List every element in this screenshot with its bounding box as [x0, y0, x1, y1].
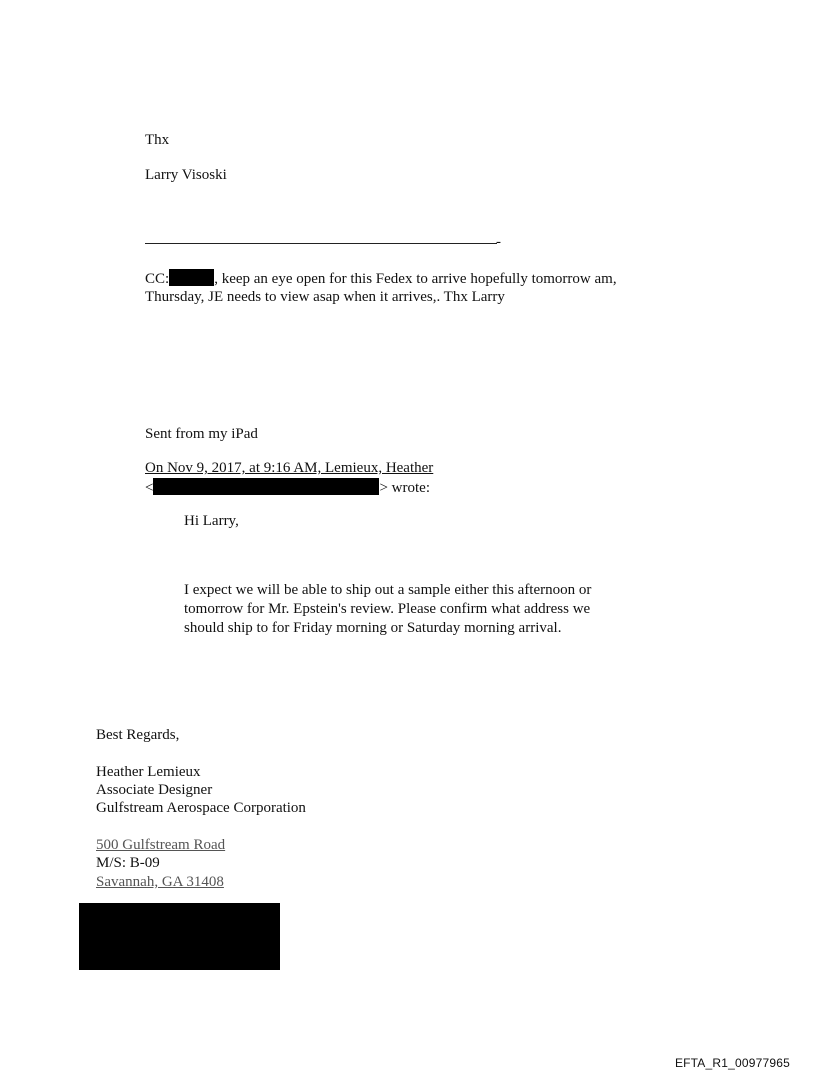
- signature-title: Associate Designer: [96, 782, 213, 798]
- wrote-text: > wrote:: [379, 480, 430, 496]
- redaction-cc: [169, 269, 214, 286]
- separator-line: [145, 243, 497, 244]
- cc-line-2: Thursday, JE needs to view asap when it arrives,. Thx Larry: [145, 289, 505, 305]
- separator-tail: -: [496, 234, 501, 250]
- sender-name: Larry Visoski: [145, 167, 227, 183]
- document-id: EFTA_R1_00977965: [674, 1056, 790, 1070]
- quoted-paragraph-line-2: tomorrow for Mr. Epstein's review. Please confirm what address we: [184, 601, 591, 617]
- cc-label: CC:: [145, 271, 170, 287]
- cc-line-1: [145, 269, 617, 288]
- quoted-date-line: On Nov 9, 2017, at 9:16 AM, Lemieux, Heather: [145, 460, 434, 476]
- email-open-bracket: <: [145, 480, 154, 496]
- signature-closing: Best Regards,: [96, 727, 180, 743]
- quoted-greeting: Hi Larry,: [184, 513, 239, 529]
- cc-text: , keep an eye open for this Fedex to arrive hopefully tomorrow am,: [214, 271, 617, 287]
- signature-company: Gulfstream Aerospace Corporation: [96, 800, 306, 816]
- quoted-paragraph-line-3: should ship to for Friday morning or Saturday morning arrival.: [184, 620, 562, 636]
- address-mailstop: M/S: B-09: [96, 855, 160, 871]
- address-street-link[interactable]: 500 Gulfstream Road: [96, 837, 226, 853]
- thanks-text: Thx: [145, 132, 170, 148]
- signature-name: Heather Lemieux: [96, 764, 201, 780]
- sent-from-text: Sent from my iPad: [145, 426, 258, 442]
- quoted-paragraph-line-1: I expect we will be able to ship out a sample either this afternoon or: [184, 582, 592, 598]
- redaction-block: [79, 903, 280, 970]
- quoted-email-line: [145, 478, 430, 497]
- redaction-email: [153, 478, 379, 495]
- address-city-link[interactable]: Savannah, GA 31408: [96, 874, 224, 890]
